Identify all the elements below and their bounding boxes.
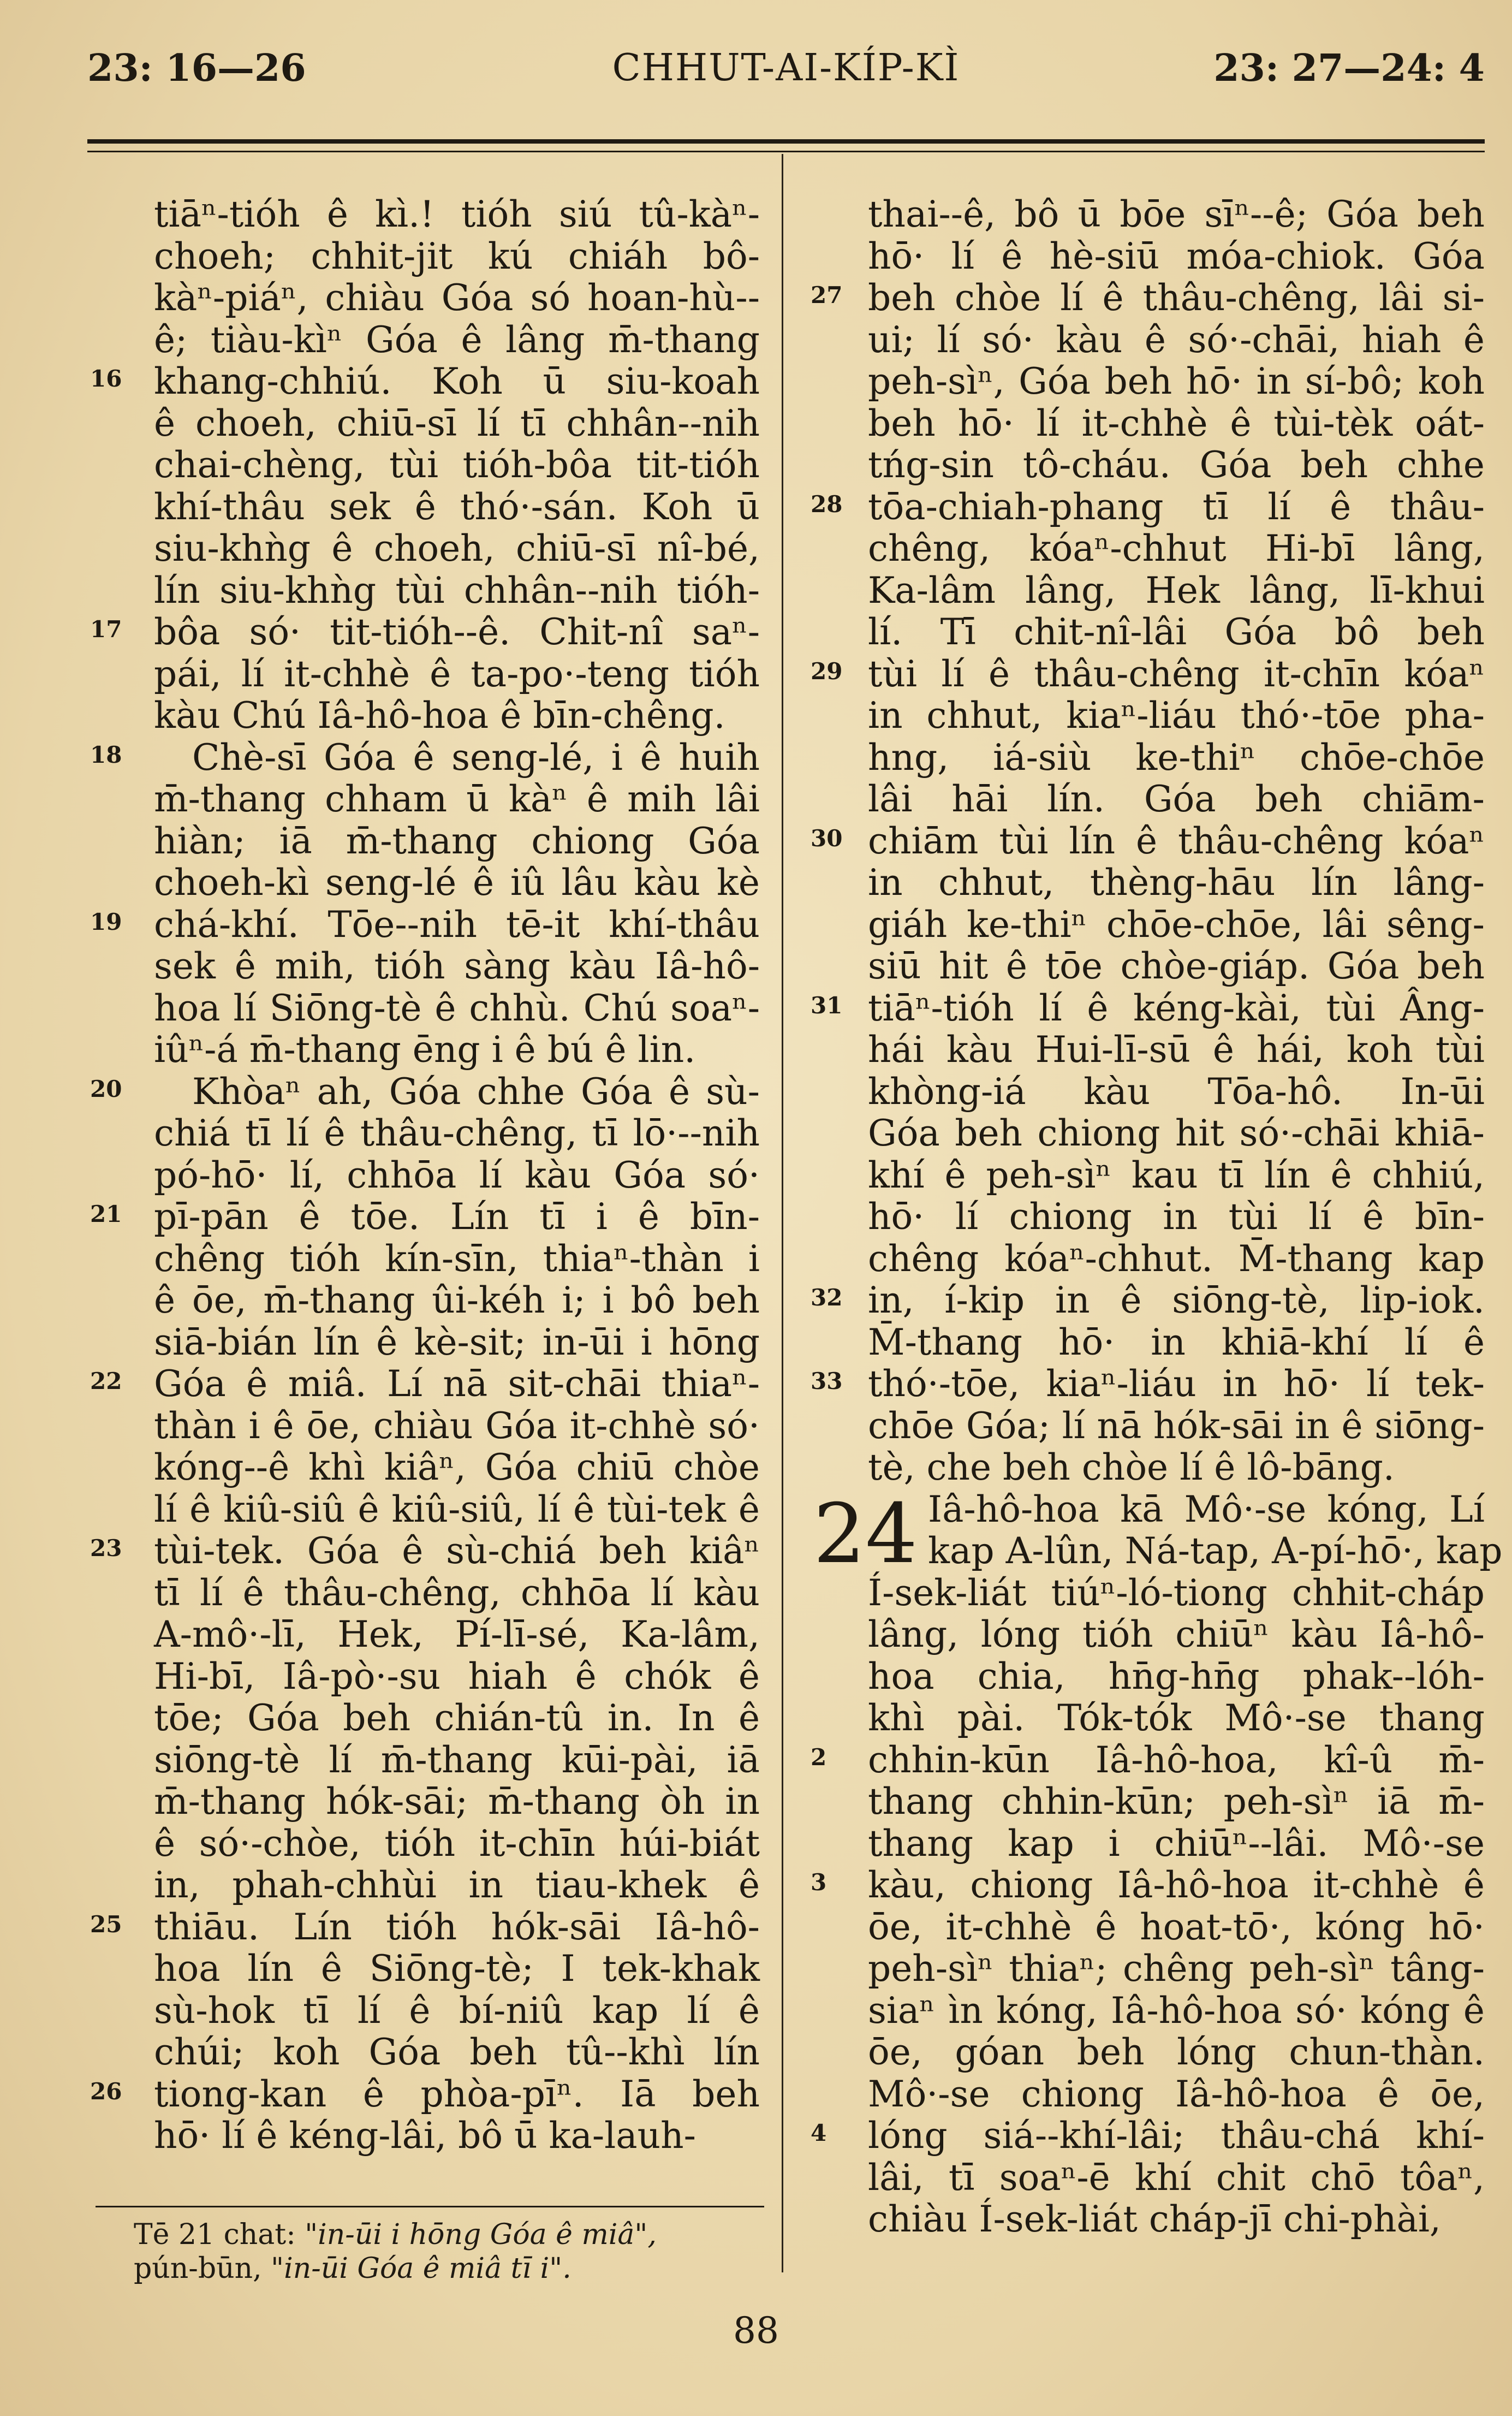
text-line: tī lí ê thâu-chêng, chhōa lí kàu <box>154 1571 760 1614</box>
verse-number: 2 <box>811 1743 827 1771</box>
text-line: thai--ê, bô ū bōe sīⁿ--ê; Góa beh <box>868 193 1485 235</box>
verse-number: 28 <box>811 490 843 518</box>
footnote-quote-2: "in-ūi Góa ê miâ tī i". <box>271 2252 572 2285</box>
verse-number: 33 <box>811 1368 843 1394</box>
text-line: kap A-lûn, Ná-tap, A-pí-hō·, kap <box>928 1530 1503 1572</box>
text-line: tōa-chiah-phang tī lí ê thâu- <box>868 485 1485 528</box>
verse-number: 27 <box>811 282 843 308</box>
verse-number: 32 <box>811 1284 843 1311</box>
text-line: chōe Góa; lí nā hók-sāi in ê siōng- <box>868 1404 1485 1447</box>
text-line: Chè-sī Góa ê seng-lé, i ê huih <box>192 736 760 779</box>
text-line: M̄-thang hō· in khiā-khí lí ê <box>868 1321 1485 1363</box>
text-line: ê; tiàu-kìⁿ Góa ê lâng m̄-thang <box>154 318 760 361</box>
text-line: khang-chhiú. Koh ū siu-koah <box>154 360 760 402</box>
text-line: hō· lí ê kéng-lâi, bô ū ka-lauh- <box>154 2115 696 2157</box>
verse-number: 25 <box>90 1910 122 1938</box>
text-line: Góa beh chiong hit só·-chāi khiā- <box>868 1112 1485 1154</box>
text-line: Hi-bī, Iâ-pò·-su hiah ê chók ê <box>154 1655 760 1697</box>
text-line: hoa lí Siōng-tè ê chhù. Chú soaⁿ- <box>154 987 760 1029</box>
text-line: bôa só· tit-tióh--ê. Chit-nî saⁿ- <box>154 611 760 653</box>
text-line: ōe, góan beh lóng chun-thàn. <box>868 2031 1485 2073</box>
text-line: chiàu Í-sek-liát cháp-jī chi-phài, <box>868 2198 1441 2240</box>
text-line: lâi, tī soaⁿ-ē khí chit chō tôaⁿ, <box>868 2156 1485 2199</box>
text-line: choeh; chhit-jit kú chiáh bô- <box>154 235 760 277</box>
text-line: m̄-thang chham ū kàⁿ ê mih lâi <box>154 778 760 820</box>
header-book-title: CHHUT-AI-KÍP-KÌ <box>612 46 960 90</box>
text-line: thiāu. Lín tióh hók-sāi Iâ-hô- <box>154 1906 760 1948</box>
text-line: hiàn; iā m̄-thang chiong Góa <box>154 820 760 862</box>
text-line: ui; lí só· kàu ê só·-chāi, hiah ê <box>868 318 1485 361</box>
chapter-number: 24 <box>813 1487 918 1582</box>
verse-number: 22 <box>90 1368 122 1394</box>
verse-number: 18 <box>90 741 122 768</box>
header-left-reference: 23: 16—26 <box>87 46 306 90</box>
text-line: siōng-tè lí m̄-thang kūi-pài, iā <box>154 1738 760 1781</box>
text-line: iûⁿ-á m̄-thang ēng i ê bú ê lin. <box>154 1029 696 1071</box>
text-line: ê ōe, m̄-thang ûi-kéh i; i bô beh <box>154 1279 760 1321</box>
text-line: lí. Tī chit-nî-lâi Góa bô beh <box>868 611 1485 653</box>
text-line: chúi; koh Góa beh tû--khì lín <box>154 2031 760 2073</box>
text-line: kàⁿ-piáⁿ, chiàu Góa só hoan-hù-- <box>154 277 760 319</box>
text-line: sù-hok tī lí ê bí-niû kap lí ê <box>154 1989 760 2032</box>
text-line: lâng, lóng tióh chiūⁿ kàu Iâ-hô- <box>868 1613 1485 1655</box>
text-line: hng, iá-siù ke-thiⁿ chōe-chōe <box>868 736 1485 779</box>
text-line: chai-chèng, tùi tióh-bôa tit-tióh <box>154 444 760 486</box>
text-line: lâi hāi lín. Góa beh chiām- <box>868 778 1485 820</box>
text-line: pó-hō· lí, chhōa lí kàu Góa só· <box>154 1154 760 1196</box>
footnote-rule <box>96 2206 764 2207</box>
verse-number: 16 <box>90 365 122 392</box>
verse-number: 21 <box>90 1201 122 1227</box>
verse-number: 29 <box>811 657 843 685</box>
text-line: Í-sek-liát tiúⁿ-ló-tiong chhit-cháp <box>868 1571 1485 1614</box>
text-line: Khòaⁿ ah, Góa chhe Góa ê sù- <box>192 1070 760 1113</box>
left-text-column <box>154 194 760 2157</box>
text-line: in chhut, thèng-hāu lín lâng- <box>868 862 1485 904</box>
text-line: m̄-thang hók-sāi; m̄-thang òh in <box>154 1780 760 1823</box>
header-rule-thick <box>87 139 1485 144</box>
text-line: choeh-kì seng-lé ê iû lâu kàu kè <box>154 862 760 904</box>
text-line: hái kàu Hui-lī-sū ê hái, koh tùi <box>868 1029 1485 1071</box>
text-line: khí-thâu sek ê thó·-sán. Koh ū <box>154 485 760 528</box>
text-line: thang kap i chiūⁿ--lâi. Mô·-se <box>868 1822 1485 1865</box>
text-line: tùi lí ê thâu-chêng it-chīn kóaⁿ <box>868 652 1485 695</box>
verse-number: 17 <box>90 616 122 643</box>
text-line: thang chhin-kūn; peh-sìⁿ iā m̄- <box>868 1780 1485 1823</box>
text-line: siu-khǹg ê choeh, chiū-sī nî-bé, <box>154 527 760 569</box>
footnote-quote-1: "in-ūi i hōng Góa ê miâ", <box>305 2218 657 2251</box>
verse-number: 23 <box>90 1535 122 1562</box>
footnote <box>134 2218 767 2286</box>
text-line: chêng, kóaⁿ-chhut Hi-bī lâng, <box>868 527 1485 569</box>
footnote-label: pún-būn, <box>134 2252 262 2285</box>
text-line: tōe; Góa beh chián-tû in. In ê <box>154 1697 760 1739</box>
text-line: pī-pān ê tōe. Lín tī i ê bīn- <box>154 1196 760 1238</box>
text-line: chêng kóaⁿ-chhut. M̄-thang kap <box>868 1237 1485 1280</box>
text-line: lí ê kiû-siû ê kiû-siû, lí ê tùi-tek ê <box>154 1488 760 1530</box>
text-line: Góa ê miâ. Lí nā sit-chāi thiaⁿ- <box>154 1363 760 1405</box>
text-line: chêng tióh kín-sīn, thiaⁿ-thàn i <box>154 1237 760 1280</box>
text-line: kóng--ê khì kiâⁿ, Góa chiū chòe <box>154 1446 760 1488</box>
text-line: sek ê mih, tióh sàng kàu Iâ-hô- <box>154 945 760 987</box>
text-line: tiāⁿ-tióh ê kì.! tióh siú tû-kàⁿ- <box>154 193 760 235</box>
text-line: hoa chia, hn̄g-hn̄g phak--lóh- <box>868 1655 1485 1697</box>
verse-number: 31 <box>811 992 843 1019</box>
text-line: tńg-sin tô-cháu. Góa beh chhe <box>868 444 1485 486</box>
text-line: chiá tī lí ê thâu-chêng, tī lō·--nih <box>154 1112 760 1154</box>
text-line: tè, che beh chòe lí ê lô-bāng. <box>868 1446 1395 1488</box>
text-line: lóng siá--khí-lâi; thâu-chá khí- <box>868 2115 1485 2157</box>
footnote-line-1 <box>134 2218 767 2252</box>
text-line: peh-sìⁿ thiaⁿ; chêng peh-sìⁿ tâng- <box>868 1948 1485 1990</box>
text-line: Iâ-hô-hoa kā Mô·-se kóng, Lí <box>928 1488 1485 1530</box>
verse-number: 4 <box>811 2120 827 2146</box>
text-line: lín siu-khǹg tùi chhân--nih tióh- <box>154 569 760 612</box>
text-line: ê só·-chòe, tióh it-chīn húi-biát <box>154 1822 760 1865</box>
text-line: siā-bián lín ê kè-sit; in-ūi i hōng <box>154 1321 760 1363</box>
text-line: tùi-tek. Góa ê sù-chiá beh kiâⁿ <box>154 1530 760 1572</box>
text-line: hō· lí chiong in tùi lí ê bīn- <box>868 1196 1485 1238</box>
text-line: Ka-lâm lâng, Hek lâng, lī-khui <box>868 569 1485 612</box>
text-line: hō· lí ê hè-siū móa-chiok. Góa <box>868 235 1485 277</box>
text-line: ōe, it-chhè ê hoat-tō·, kóng hō· <box>868 1906 1485 1948</box>
text-line: siū hit ê tōe chòe-giáp. Góa beh <box>868 945 1485 987</box>
text-line: thó·-tōe, kiaⁿ-liáu in hō· lí tek- <box>868 1363 1485 1405</box>
footnote-ref: Tē 21 chat: <box>134 2218 296 2251</box>
footnote-line-2 <box>134 2252 767 2286</box>
text-line: pái, lí it-chhè ê ta-po·-teng tióh <box>154 652 760 695</box>
text-line: tiāⁿ-tióh lí ê kéng-kài, tùi Âng- <box>868 987 1485 1029</box>
text-line: khì pài. Tók-tók Mô·-se thang <box>868 1697 1485 1739</box>
text-line: peh-sìⁿ, Góa beh hō· in sí-bô; koh <box>868 360 1485 402</box>
column-divider <box>782 154 783 2272</box>
text-line: khí ê peh-sìⁿ kau tī lín ê chhiú, <box>868 1154 1485 1196</box>
text-line: Mô·-se chiong Iâ-hô-hoa ê ōe, <box>868 2073 1485 2115</box>
text-line: khòng-iá kàu Tōa-hô. In-ūi <box>868 1070 1485 1113</box>
text-line: giáh ke-thiⁿ chōe-chōe, lâi sêng- <box>868 903 1485 946</box>
running-header <box>87 46 1485 106</box>
page-number: 88 <box>733 2310 779 2352</box>
text-line: chiām tùi lín ê thâu-chêng kóaⁿ <box>868 820 1485 862</box>
verse-number: 30 <box>811 824 843 852</box>
right-text-column <box>868 193 1503 2241</box>
text-line: beh chòe lí ê thâu-chêng, lâi si- <box>868 277 1485 319</box>
text-line: hoa lín ê Siōng-tè; I tek-khak <box>154 1948 760 1990</box>
verse-number: 3 <box>811 1869 827 1896</box>
header-rule-thin <box>87 151 1485 152</box>
text-line: ê choeh, chiū-sī lí tī chhân--nih <box>154 402 760 444</box>
text-line: chhin-kūn Iâ-hô-hoa, kî-û m̄- <box>868 1738 1485 1781</box>
text-line: A-mô·-lī, Hek, Pí-lī-sé, Ka-lâm, <box>154 1613 760 1655</box>
text-line: thàn i ê ōe, chiàu Góa it-chhè só· <box>154 1404 760 1447</box>
verse-number: 19 <box>90 908 122 935</box>
text-line: siaⁿ ìn kóng, Iâ-hô-hoa só· kóng ê <box>868 1989 1485 2032</box>
text-line: in chhut, kiaⁿ-liáu thó·-tōe pha- <box>868 694 1485 737</box>
text-line: in, í-kip in ê siōng-tè, lip-iok. <box>868 1279 1485 1321</box>
header-right-reference: 23: 27—24: 4 <box>1213 46 1485 90</box>
text-line: in, phah-chhùi in tiau-khek ê <box>154 1864 760 1906</box>
text-line: kàu, chiong Iâ-hô-hoa it-chhè ê <box>868 1864 1485 1906</box>
verse-number: 20 <box>90 1075 122 1102</box>
text-line: chá-khí. Tōe--nih tē-it khí-thâu <box>154 903 760 946</box>
text-line: tiong-kan ê phòa-pīⁿ. Iā beh <box>154 2073 760 2115</box>
verse-number: 26 <box>90 2077 122 2105</box>
text-line: beh hō· lí it-chhè ê tùi-tèk oát- <box>868 402 1485 444</box>
text-line: kàu Chú Iâ-hô-hoa ê bīn-chêng. <box>154 694 725 737</box>
